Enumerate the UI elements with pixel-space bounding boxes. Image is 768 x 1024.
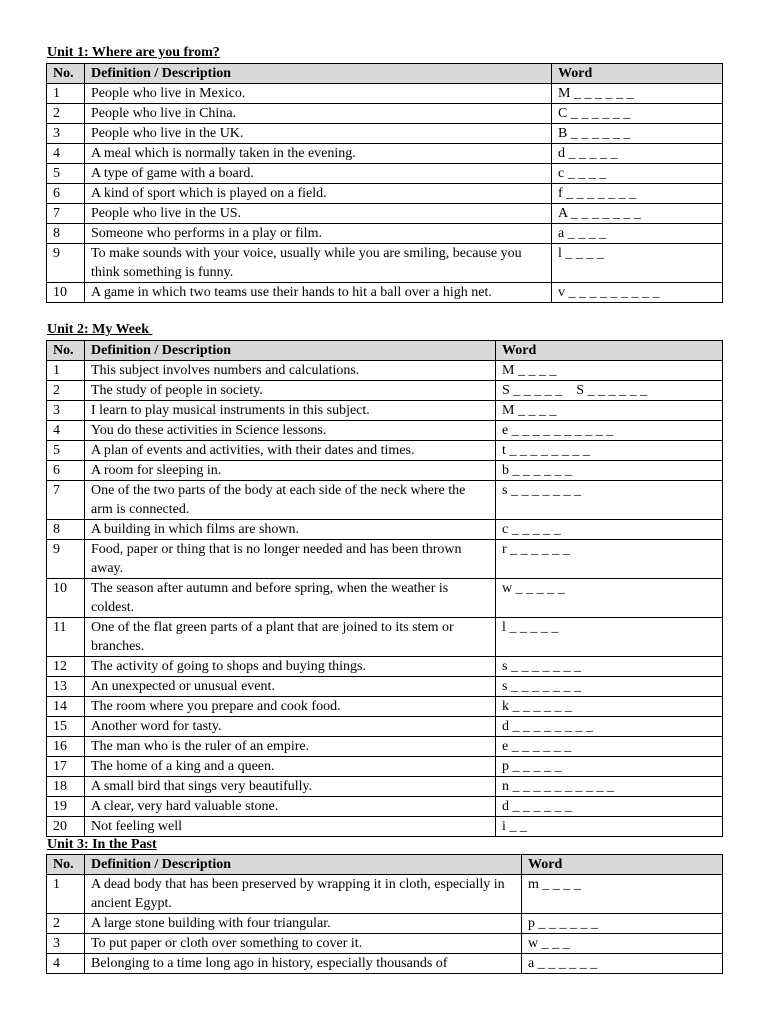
table-row — [47, 540, 723, 579]
unit-1-title: Unit 1: Where are you from? — [47, 45, 220, 60]
row-definition: The man who is the ruler of an empire. — [85, 737, 496, 757]
row-word: c _ _ _ _ _ — [496, 520, 723, 540]
row-word: s _ _ _ _ _ _ _ — [496, 657, 723, 677]
row-definition: A room for sleeping in. — [85, 461, 496, 481]
row-word: B _ _ _ _ _ _ — [552, 124, 723, 144]
row-number: 6 — [47, 461, 85, 481]
row-definition: Belonging to a time long ago in history, especially thousands of — [85, 954, 522, 974]
table-row — [47, 618, 723, 657]
row-word: a _ _ _ _ — [552, 224, 723, 244]
row-number: 2 — [47, 914, 85, 934]
row-word: k _ _ _ _ _ _ — [496, 697, 723, 717]
row-number: 10 — [47, 579, 85, 618]
table-row — [47, 481, 723, 520]
table-row — [47, 164, 723, 184]
row-number: 12 — [47, 657, 85, 677]
row-number: 10 — [47, 283, 85, 303]
table-row — [47, 144, 723, 164]
row-number: 13 — [47, 677, 85, 697]
table-header-row — [47, 64, 723, 84]
row-number: 15 — [47, 717, 85, 737]
table-header-row — [47, 855, 723, 875]
row-word: e _ _ _ _ _ _ _ _ _ _ — [496, 421, 723, 441]
row-word: n _ _ _ _ _ _ _ _ _ _ — [496, 777, 723, 797]
table-row — [47, 244, 723, 283]
row-word: f _ _ _ _ _ _ _ — [552, 184, 723, 204]
row-word: w _ _ _ _ _ — [496, 579, 723, 618]
row-number: 20 — [47, 817, 85, 837]
row-definition: Not feeling well — [85, 817, 496, 837]
header-no: No. — [47, 341, 85, 361]
table-row — [47, 954, 723, 974]
row-definition: A small bird that sings very beautifully. — [85, 777, 496, 797]
row-word: M _ _ _ _ — [496, 361, 723, 381]
unit-2-table — [46, 340, 723, 837]
row-number: 16 — [47, 737, 85, 757]
row-word: C _ _ _ _ _ _ — [552, 104, 723, 124]
row-word: s _ _ _ _ _ _ _ — [496, 481, 723, 520]
row-word: t _ _ _ _ _ _ _ _ — [496, 441, 723, 461]
row-definition: The activity of going to shops and buying things. — [85, 657, 496, 677]
header-definition: Definition / Description — [85, 341, 496, 361]
row-word: m _ _ _ _ — [522, 875, 723, 914]
row-number: 9 — [47, 244, 85, 283]
table-row — [47, 461, 723, 481]
row-word: w _ _ _ — [522, 934, 723, 954]
row-number: 2 — [47, 381, 85, 401]
row-definition: An unexpected or unusual event. — [85, 677, 496, 697]
table-row — [47, 401, 723, 421]
table-row — [47, 717, 723, 737]
row-number: 1 — [47, 361, 85, 381]
table-row — [47, 677, 723, 697]
row-word: A _ _ _ _ _ _ _ — [552, 204, 723, 224]
row-definition: A type of game with a board. — [85, 164, 552, 184]
row-definition: Another word for tasty. — [85, 717, 496, 737]
table-row — [47, 914, 723, 934]
row-definition: This subject involves numbers and calculations. — [85, 361, 496, 381]
table-row — [47, 104, 723, 124]
table-row — [47, 737, 723, 757]
table-row — [47, 697, 723, 717]
row-number: 5 — [47, 164, 85, 184]
row-number: 14 — [47, 697, 85, 717]
row-definition: Someone who performs in a play or film. — [85, 224, 552, 244]
unit-2-title: Unit 2: My Week — [47, 322, 153, 337]
table-row — [47, 361, 723, 381]
row-definition: The home of a king and a queen. — [85, 757, 496, 777]
row-definition: The room where you prepare and cook food. — [85, 697, 496, 717]
row-word: d _ _ _ _ _ _ — [496, 797, 723, 817]
table-row — [47, 757, 723, 777]
row-number: 8 — [47, 224, 85, 244]
row-number: 19 — [47, 797, 85, 817]
row-word: M _ _ _ _ _ _ — [552, 84, 723, 104]
row-definition: The season after autumn and before spring, when the weather is coldest. — [85, 579, 496, 618]
row-number: 3 — [47, 401, 85, 421]
header-word: Word — [552, 64, 723, 84]
table-row — [47, 520, 723, 540]
row-word: r _ _ _ _ _ _ — [496, 540, 723, 579]
row-word: v _ _ _ _ _ _ _ _ _ — [552, 283, 723, 303]
row-definition: One of the two parts of the body at each side of the neck where the arm is connected. — [85, 481, 496, 520]
table-row — [47, 184, 723, 204]
table-row — [47, 657, 723, 677]
row-definition: To put paper or cloth over something to cover it. — [85, 934, 522, 954]
unit-3-table — [46, 854, 723, 974]
header-no: No. — [47, 64, 85, 84]
row-definition: A dead body that has been preserved by wrapping it in cloth, especially in ancient Egypt. — [85, 875, 522, 914]
row-definition: A plan of events and activities, with their dates and times. — [85, 441, 496, 461]
table-row — [47, 204, 723, 224]
row-definition: I learn to play musical instruments in this subject. — [85, 401, 496, 421]
row-number: 7 — [47, 481, 85, 520]
row-number: 1 — [47, 84, 85, 104]
unit-1-table — [46, 63, 723, 303]
table-row — [47, 224, 723, 244]
row-number: 4 — [47, 954, 85, 974]
row-definition: People who live in Mexico. — [85, 84, 552, 104]
row-number: 17 — [47, 757, 85, 777]
table-row — [47, 934, 723, 954]
row-definition: People who live in China. — [85, 104, 552, 124]
row-definition: A game in which two teams use their hands to hit a ball over a high net. — [85, 283, 552, 303]
row-word: M _ _ _ _ — [496, 401, 723, 421]
table-row — [47, 797, 723, 817]
row-word: d _ _ _ _ _ _ _ _ — [496, 717, 723, 737]
table-row — [47, 579, 723, 618]
row-definition: A kind of sport which is played on a field. — [85, 184, 552, 204]
row-number: 4 — [47, 144, 85, 164]
table-row — [47, 283, 723, 303]
row-number: 3 — [47, 934, 85, 954]
row-definition: One of the flat green parts of a plant that are joined to its stem or branches. — [85, 618, 496, 657]
row-word: p _ _ _ _ _ — [496, 757, 723, 777]
row-word: d _ _ _ _ _ — [552, 144, 723, 164]
row-number: 9 — [47, 540, 85, 579]
row-word: i _ _ — [496, 817, 723, 837]
table-row — [47, 817, 723, 837]
header-word: Word — [496, 341, 723, 361]
row-number: 8 — [47, 520, 85, 540]
header-word: Word — [522, 855, 723, 875]
row-number: 4 — [47, 421, 85, 441]
table-row — [47, 777, 723, 797]
header-no: No. — [47, 855, 85, 875]
row-word: b _ _ _ _ _ _ — [496, 461, 723, 481]
row-word: s _ _ _ _ _ _ _ — [496, 677, 723, 697]
row-word: l _ _ _ _ — [552, 244, 723, 283]
header-definition: Definition / Description — [85, 855, 522, 875]
table-row — [47, 381, 723, 401]
row-number: 7 — [47, 204, 85, 224]
table-row — [47, 441, 723, 461]
row-number: 11 — [47, 618, 85, 657]
row-definition: You do these activities in Science lessons. — [85, 421, 496, 441]
row-word: a _ _ _ _ _ _ — [522, 954, 723, 974]
row-definition: A building in which films are shown. — [85, 520, 496, 540]
header-definition: Definition / Description — [85, 64, 552, 84]
row-definition: People who live in the UK. — [85, 124, 552, 144]
row-word: c _ _ _ _ — [552, 164, 723, 184]
row-definition: To make sounds with your voice, usually while you are smiling, because you think something is funny. — [85, 244, 552, 283]
table-row — [47, 875, 723, 914]
row-definition: A large stone building with four triangular. — [85, 914, 522, 934]
row-number: 1 — [47, 875, 85, 914]
row-definition: The study of people in society. — [85, 381, 496, 401]
table-row — [47, 421, 723, 441]
row-definition: People who live in the US. — [85, 204, 552, 224]
row-definition: Food, paper or thing that is no longer needed and has been thrown away. — [85, 540, 496, 579]
row-word: p _ _ _ _ _ _ — [522, 914, 723, 934]
row-definition: A clear, very hard valuable stone. — [85, 797, 496, 817]
row-number: 6 — [47, 184, 85, 204]
row-word: l _ _ _ _ _ — [496, 618, 723, 657]
table-header-row — [47, 341, 723, 361]
row-word: S _ _ _ _ _ S _ _ _ _ _ _ — [496, 381, 723, 401]
row-definition: A meal which is normally taken in the evening. — [85, 144, 552, 164]
table-row — [47, 84, 723, 104]
row-number: 3 — [47, 124, 85, 144]
row-number: 18 — [47, 777, 85, 797]
row-number: 5 — [47, 441, 85, 461]
row-number: 2 — [47, 104, 85, 124]
row-word: e _ _ _ _ _ _ — [496, 737, 723, 757]
table-row — [47, 124, 723, 144]
unit-3-title: Unit 3: In the Past — [47, 837, 157, 852]
